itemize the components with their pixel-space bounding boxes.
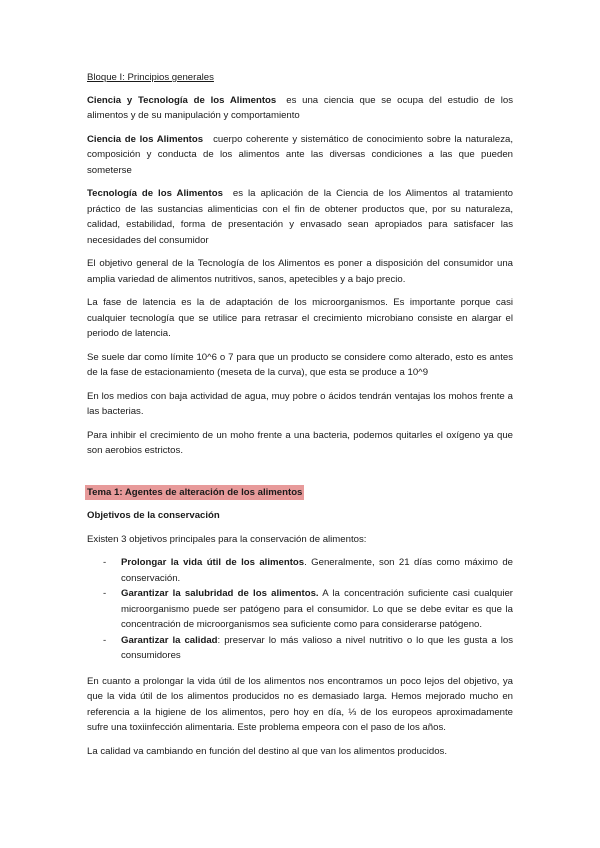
definition-text: cuerpo coherente y sistemático de conocimiento sobre la naturaleza, composición y conducta de los alimentos ante las diversas condiciones a las que pueden someterse bbox=[87, 133, 513, 176]
document-body bbox=[87, 70, 513, 767]
objetivo-text: A la concentración suficiente casi cualquier microorganismo puede ser patógeno para el consumidor. Lo que se debe evitar es que la concentración de microorganismos sea suficiente como para considerarse patógeno. bbox=[121, 588, 513, 630]
body-paragraph: En cuanto a prolongar la vida útil de los alimentos nos encontramos un poco lejos del objetivo, ya que la vida útil de los alimentos producidos no es demasiado larga. Hemos mejorado mucho en referencia a la higiene de los alimentos, pero hoy en día, ⅓ de los europeos aproximadamente sufre una toxiinfección alimentaria. Este problema empeora con el paso de los años. bbox=[87, 675, 513, 733]
definition-term: Ciencia y Tecnología de los Alimentos bbox=[87, 94, 277, 106]
bloque-heading: Bloque I: Principios generales bbox=[87, 72, 214, 83]
definition-paragraph bbox=[87, 93, 513, 124]
definition-paragraph bbox=[87, 186, 513, 248]
body-paragraph: Para inhibir el crecimiento de un moho frente a una bacteria, podemos quitarles el oxígeno ya que son aerobios estrictos. bbox=[87, 429, 513, 456]
dash-bullet: - bbox=[103, 588, 107, 599]
body-paragraph: En los medios con baja actividad de agua, muy pobre o ácidos tendrán ventajas los mohos frente a las bacterias. bbox=[87, 390, 513, 417]
objetivo-text: : preservar lo más valioso a nivel nutritivo o lo que les gusta a los consumidores bbox=[121, 634, 514, 661]
definition-paragraph bbox=[87, 132, 513, 179]
objetivos-list bbox=[87, 555, 513, 664]
objetivos-intro: Existen 3 objetivos principales para la conservación de alimentos: bbox=[87, 533, 367, 545]
objetivo-text: . Generalmente, son 21 días como máximo de conservación. bbox=[121, 557, 513, 584]
objetivos-heading: Objetivos de la conservación bbox=[87, 510, 220, 521]
list-item bbox=[87, 633, 513, 664]
dash-bullet: - bbox=[103, 634, 107, 646]
objetivo-term: Garantizar la salubridad de los alimentos. bbox=[121, 588, 319, 599]
definition-text: es una ciencia que se ocupa del estudio de los alimentos y de su manipulación y comportamiento bbox=[87, 94, 513, 121]
tema-heading-line bbox=[87, 485, 513, 501]
section-spacer bbox=[87, 467, 513, 485]
list-item bbox=[87, 555, 513, 586]
dash-bullet: - bbox=[103, 557, 107, 568]
body-paragraph: El objetivo general de la Tecnología de los Alimentos es poner a disposición del consumidor una amplia variedad de alimentos nutritivos, sanos, apetecibles y a bajo precio. bbox=[87, 258, 513, 285]
definition-term: Ciencia de los Alimentos bbox=[87, 133, 204, 145]
body-paragraph: La fase de latencia es la de adaptación de los microorganismos. Es importante porque casi cualquier tecnología que se utilice para retrasar el crecimiento microbiano consiste en alargar el periodo de latencia. bbox=[87, 297, 513, 339]
list-item bbox=[87, 586, 513, 633]
body-paragraph: La calidad va cambiando en función del destino al que van los alimentos producidos. bbox=[87, 745, 447, 757]
body-paragraph: Se suele dar como límite 10^6 o 7 para que un producto se considere como alterado, esto es antes de la fase de estacionamiento (meseta de la curva), que esta se produce a 10^9 bbox=[87, 351, 513, 378]
objetivo-term: Prolongar la vida útil de los alimentos bbox=[121, 557, 305, 568]
definition-term: Tecnología de los Alimentos bbox=[87, 188, 223, 199]
tema-heading: Tema 1: Agentes de alteración de los alimentos bbox=[85, 485, 304, 501]
objetivo-term: Garantizar la calidad bbox=[121, 634, 218, 646]
definition-text: es la aplicación de la Ciencia de los Alimentos al tratamiento práctico de las sustancias alimenticias con el fin de obtener productos que, por su naturaleza, calidad, estabilidad, forma de presentación y envasado sean apropiados para satisfacer las necesidades del consumidor bbox=[87, 188, 514, 246]
